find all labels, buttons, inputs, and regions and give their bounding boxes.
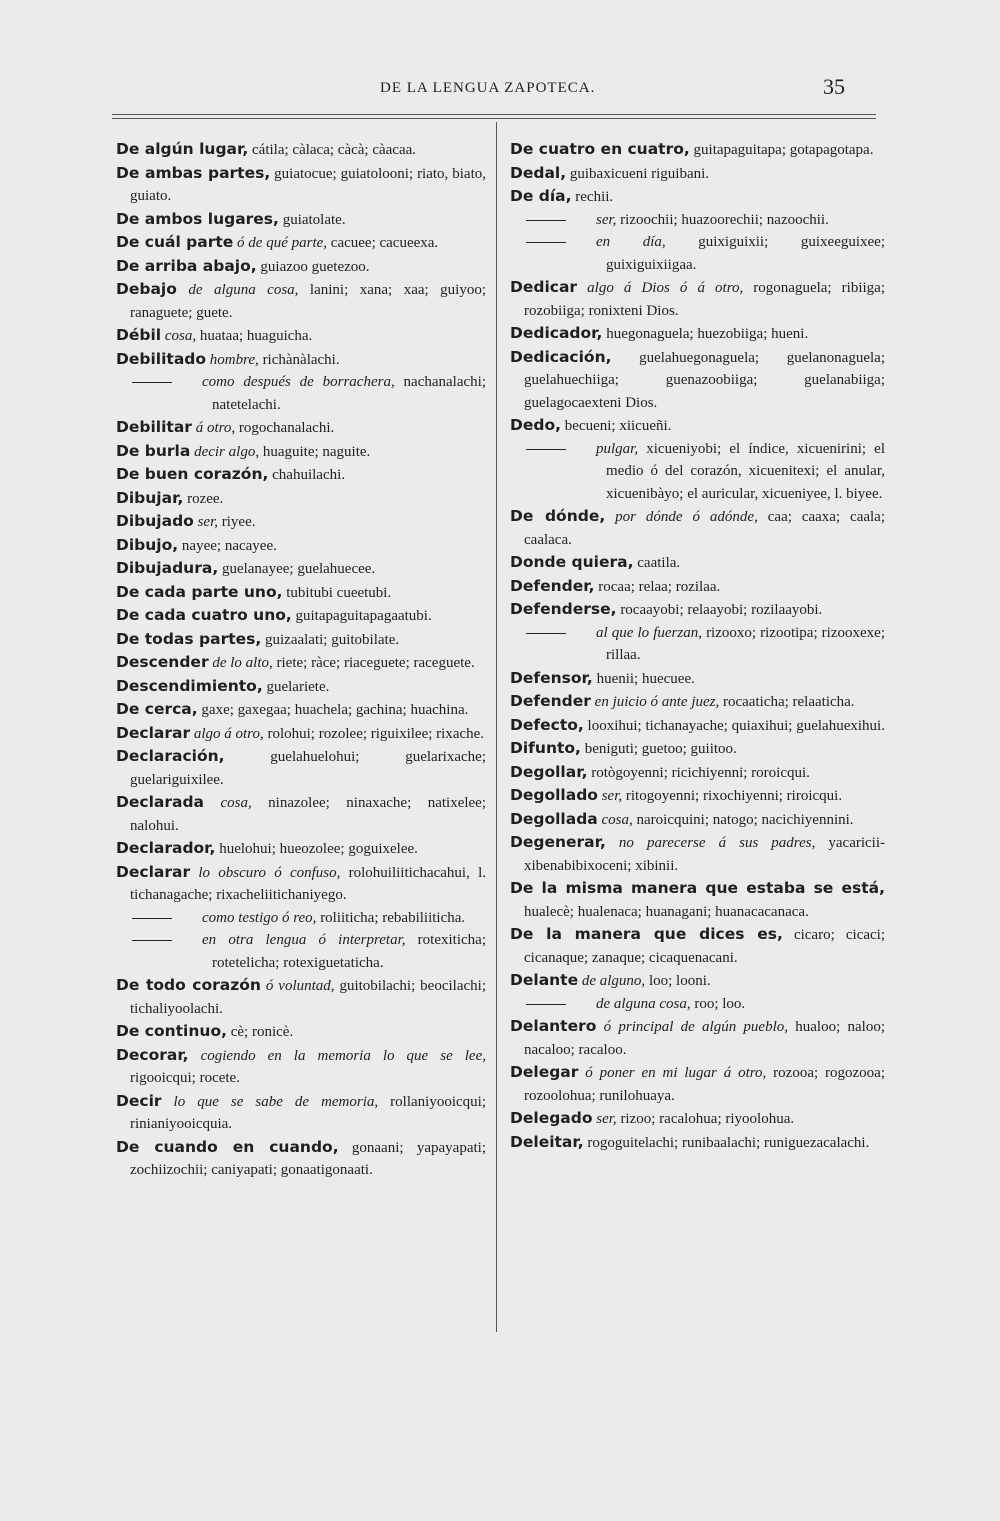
headword: Dibujado	[116, 512, 194, 530]
headword: De ambas partes,	[116, 163, 271, 182]
qualifier: decir algo,	[190, 443, 260, 460]
page-header	[0, 72, 1000, 102]
ditto-dash	[132, 382, 172, 383]
qualifier: lo obscuro ó confuso,	[190, 864, 341, 881]
headword: Defenderse,	[510, 600, 617, 618]
headword: De día,	[510, 187, 572, 205]
qualifier: de lo alto,	[208, 655, 273, 671]
definition: cátila; càlaca; càcà; càacaa.	[248, 142, 417, 158]
dictionary-entry	[116, 440, 486, 464]
dictionary-entry	[510, 714, 885, 738]
qualifier: ser,	[592, 1111, 617, 1127]
definition: cè; ronicè.	[226, 1024, 294, 1040]
dictionary-entry	[116, 837, 486, 861]
headword: Decorar,	[116, 1045, 189, 1064]
definition: ritogoyenni; rixochiyenni; riroicqui.	[622, 788, 843, 804]
definition: guitapaguitapa; gotapagotapa.	[689, 142, 874, 158]
qualifier: hombre,	[206, 351, 259, 368]
headword: Descendimiento,	[116, 676, 263, 695]
definition: guixiguixii; guixeeguixee; guixiguixiigaa.	[606, 234, 885, 273]
definition: rizooxo; rizootipa; rizooxexe; rillaa.	[606, 624, 885, 663]
definition: roo; loo.	[690, 995, 746, 1012]
dictionary-entry	[116, 534, 486, 558]
headword: Deleitar,	[510, 1132, 584, 1151]
definition: nachanalachi; natetelachi.	[212, 374, 486, 413]
qualifier: ó poner en mi lugar á otro,	[578, 1065, 767, 1081]
definition: riete; ràce; riaceguete; raceguete.	[272, 655, 475, 671]
definition: rozee.	[183, 490, 224, 507]
headword: Donde quiera,	[510, 553, 634, 571]
definition: guelanayee; guelahuecee.	[218, 561, 376, 577]
qualifier: en juicio ó ante juez,	[590, 694, 720, 710]
headword: Defecto,	[510, 715, 584, 734]
headword: De algún lugar,	[116, 140, 249, 158]
dictionary-entry	[116, 628, 486, 652]
headword: De cerca,	[116, 700, 198, 718]
definition: guelahuelohui; guelarixache; guelariguixilee.	[130, 749, 486, 788]
right-column	[510, 138, 885, 1154]
definition: rolohuiliitichacahui, l. tichanagache; rixacheliitichaniyego.	[130, 864, 486, 903]
definition: rogochanalachi.	[235, 420, 335, 436]
page-number: 35	[823, 74, 845, 99]
definition: xicueniyobi; el índice, xicuenirini; el medio ó del corazón, xicuenitexi; el anular, xicuenibàyo; el auricular, xicueniyee, l. biyee.	[606, 440, 885, 502]
headword: De cuando en cuando,	[116, 1137, 339, 1156]
qualifier: en día,	[596, 234, 666, 250]
headword: Degenerar,	[510, 833, 606, 851]
dictionary-entry	[510, 761, 885, 785]
headword: Dedicación,	[510, 347, 612, 366]
headword: Defender,	[510, 576, 595, 595]
definition: gaxe; gaxegaa; huachela; gachina; huachina.	[197, 702, 469, 718]
headword: De dónde,	[510, 507, 606, 525]
headword: De la manera que dices es,	[510, 925, 783, 943]
definition: looxihui; tichanayache; quiaxihui; guelahuexihui.	[583, 717, 885, 734]
qualifier: ser,	[596, 211, 617, 228]
headword: Declarar	[116, 862, 191, 881]
definition: rocaaticha; relaaticha.	[719, 694, 855, 710]
headword: Debilitar	[116, 418, 192, 436]
dictionary-entry	[510, 322, 885, 346]
qualifier: algo á otro,	[190, 725, 264, 742]
headword: Degollado	[510, 786, 598, 804]
dictionary-entry	[116, 745, 486, 791]
dictionary-entry	[116, 974, 486, 1020]
dictionary-entry	[510, 831, 885, 877]
headword: De todas partes,	[116, 629, 262, 648]
headword: Dibujo,	[116, 535, 179, 554]
definition: rechii.	[571, 189, 614, 205]
qualifier: cosa,	[161, 328, 197, 344]
dictionary-entry	[510, 808, 885, 832]
headword: Defensor,	[510, 668, 593, 687]
dictionary-entry	[116, 138, 486, 162]
headword: De cuatro en cuatro,	[510, 140, 690, 158]
definition: rizoo; racalohua; riyoolohua.	[616, 1111, 795, 1127]
sub-entry	[510, 231, 885, 276]
sub-entry	[116, 907, 486, 930]
headword: Delegado	[510, 1109, 593, 1127]
headword: Dedicador,	[510, 324, 603, 342]
headword: Dibujadura,	[116, 559, 219, 577]
headword: Dedal,	[510, 163, 567, 182]
dictionary-entry	[510, 877, 885, 923]
dictionary-entry	[116, 231, 486, 255]
ditto-dash	[526, 242, 566, 243]
headword: Descender	[116, 653, 209, 671]
dictionary-entry	[116, 1044, 486, 1090]
definition: rogonaguela; ribiiga; rozobiiga; ronixteni Dios.	[524, 280, 885, 319]
qualifier: en otra lengua ó interpretar,	[202, 932, 406, 948]
definition: rigooicqui; rocete.	[130, 1070, 240, 1086]
definition: chahuilachi.	[268, 467, 346, 483]
definition: guiazoo guetezoo.	[256, 258, 370, 275]
definition: cicaro; cicaci; cicanaque; zanaque; cicaquenacani.	[524, 927, 885, 966]
dictionary-entry	[510, 551, 885, 575]
definition: caa; caaxa; caala; caalaca.	[524, 509, 885, 548]
definition: guiatolate.	[278, 211, 346, 228]
headword: Débil	[116, 326, 162, 344]
headword: Degollada	[510, 809, 598, 828]
qualifier: ó principal de algún pueblo,	[596, 1019, 789, 1035]
headword: De cada cuatro uno,	[116, 606, 292, 624]
dictionary-entry	[116, 162, 486, 208]
ditto-dash	[132, 940, 172, 941]
definition: guizaalati; guitobilate.	[261, 631, 400, 648]
dictionary-entry	[510, 185, 885, 209]
dictionary-entry	[510, 162, 885, 186]
headword: De cuál parte	[116, 233, 234, 251]
definition: guibaxicueni riguibani.	[566, 165, 710, 182]
headword: De la misma manera que estaba se está,	[510, 879, 885, 897]
qualifier: cogiendo en la memoria lo que se lee,	[188, 1047, 486, 1064]
dictionary-entry	[116, 581, 486, 605]
headword: De todo corazón	[116, 976, 261, 994]
dictionary-entry	[510, 667, 885, 691]
headword: Dedo,	[510, 416, 562, 434]
dictionary-entry	[116, 722, 486, 746]
running-head: DE LA LENGUA ZAPOTECA.	[380, 80, 596, 96]
qualifier: por dónde ó adónde,	[605, 509, 758, 525]
headword: De ambos lugares,	[116, 209, 279, 228]
sub-entry	[510, 622, 885, 667]
definition: lanini; xana; xaa; guiyoo; ranaguete; guete.	[130, 282, 486, 321]
definition: naroicquini; natogo; nacichiyennini.	[632, 811, 854, 828]
qualifier: ser,	[193, 514, 218, 530]
dictionary-entry	[510, 1131, 885, 1155]
headword: Defender	[510, 692, 591, 710]
headword: De cada parte uno,	[116, 582, 283, 601]
headword: Delante	[510, 971, 579, 989]
headword: Delegar	[510, 1063, 579, 1081]
qualifier: de alguna cosa,	[596, 995, 691, 1012]
dictionary-entry	[510, 276, 885, 322]
dictionary-entry	[510, 690, 885, 714]
sub-entry	[116, 371, 486, 416]
qualifier: como después de borrachera,	[202, 374, 395, 390]
dictionary-entry	[116, 698, 486, 722]
qualifier: no parecerse á sus padres,	[605, 835, 816, 851]
sub-entry	[116, 929, 486, 974]
headword: Debajo	[116, 280, 177, 298]
headword: Debilitado	[116, 349, 207, 368]
dictionary-entry	[510, 414, 885, 438]
definition: becueni; xiicueñi.	[561, 418, 672, 434]
dictionary-entry	[116, 487, 486, 511]
dictionary-entry	[510, 1015, 885, 1061]
dictionary-entry	[116, 791, 486, 837]
dictionary-entry	[510, 969, 885, 993]
ditto-dash	[526, 1004, 566, 1005]
sub-entry	[510, 209, 885, 232]
definition: nayee; nacayee.	[178, 537, 277, 554]
definition: yacaricii-xibenabibixoceni; xibinii.	[524, 835, 885, 874]
headword: Declaración,	[116, 747, 225, 765]
headword: Declarador,	[116, 839, 216, 857]
definition: rogoguitelachi; runibaalachi; runiguezacalachi.	[583, 1134, 870, 1151]
headword: Dedicar	[510, 278, 578, 296]
definition: huataa; huaguicha.	[196, 328, 313, 344]
headword: Declarada	[116, 793, 204, 811]
ditto-dash	[526, 633, 566, 634]
left-column	[116, 138, 486, 1182]
dictionary-entry	[510, 923, 885, 969]
dictionary-entry	[510, 1061, 885, 1107]
definition: hualoo; naloo; nacaloo; racaloo.	[524, 1019, 885, 1058]
qualifier: cosa,	[204, 795, 252, 811]
dictionary-entry	[116, 416, 486, 440]
headword: Delantero	[510, 1017, 597, 1035]
definition: cacuee; cacueexa.	[327, 235, 439, 251]
dictionary-entry	[510, 505, 885, 551]
qualifier: cosa,	[597, 811, 633, 828]
qualifier: de alguna cosa,	[176, 282, 299, 298]
definition: richànàlachi.	[258, 351, 340, 368]
dictionary-entry	[510, 575, 885, 599]
definition: guelariete.	[262, 678, 330, 695]
dictionary-entry	[116, 255, 486, 279]
definition: huegonaguela; huezobiiga; hueni.	[602, 326, 809, 342]
definition: caatila.	[633, 555, 681, 571]
headword: Decir	[116, 1091, 162, 1110]
definition: rollaniyooicqui; rinianiyooicquia.	[130, 1093, 486, 1132]
definition: riyee.	[218, 514, 256, 530]
ditto-dash	[526, 220, 566, 221]
qualifier: al que lo fuerzan,	[596, 624, 702, 641]
headword: Degollar,	[510, 762, 588, 781]
definition: rotògoyenni; ricichiyenni; roroicqui.	[587, 764, 810, 781]
header-rule-bottom	[112, 118, 876, 119]
ditto-dash	[526, 449, 566, 450]
headword: Dibujar,	[116, 488, 184, 507]
dictionary-entry	[116, 861, 486, 907]
dictionary-entry	[510, 737, 885, 761]
definition: guiatocue; guiatolooni; riato, biato, guiato.	[130, 165, 487, 204]
definition: rizoochii; huazoorechii; nazoochii.	[616, 211, 829, 228]
definition: guitapaguitapagaatubi.	[291, 608, 432, 624]
definition: rotexiticha; rotetelicha; rotexiguetaticha.	[212, 932, 486, 971]
dictionary-entry	[510, 1107, 885, 1131]
dictionary-entry	[116, 278, 486, 324]
dictionary-entry	[116, 651, 486, 675]
definition: rolohui; rozolee; riguixilee; rixache.	[263, 725, 485, 742]
headword: De continuo,	[116, 1022, 227, 1040]
definition: huaguite; naguite.	[259, 443, 371, 460]
qualifier: algo á Dios ó á otro,	[577, 280, 744, 296]
dictionary-entry	[116, 510, 486, 534]
definition: hualecè; hualenaca; huanagani; huanacacanaca.	[524, 903, 809, 920]
dictionary-entry	[116, 1020, 486, 1044]
ditto-dash	[132, 918, 172, 919]
definition: rocaayobi; relaayobi; rozilaayobi.	[616, 602, 823, 618]
definition: gonaani; yapayapati; zochiizochii; caniyapati; gonaatigonaati.	[130, 1139, 486, 1178]
headword: De arriba abajo,	[116, 256, 257, 275]
dictionary-entry	[116, 675, 486, 699]
sub-entry	[510, 438, 885, 506]
definition: loo; looni.	[645, 973, 711, 989]
dictionary-entry	[116, 324, 486, 348]
dictionary-entry	[116, 348, 486, 372]
sub-entry	[510, 993, 885, 1016]
header-rule-top	[112, 114, 876, 115]
dictionary-entry	[116, 557, 486, 581]
qualifier: como testigo ó reo,	[202, 909, 317, 926]
headword: De burla	[116, 441, 191, 460]
dictionary-entry	[510, 598, 885, 622]
definition: huelohui; hueozolee; goguixelee.	[215, 841, 418, 857]
dictionary-entry	[510, 346, 885, 415]
dictionary-entry	[116, 463, 486, 487]
qualifier: ó voluntad,	[260, 978, 335, 994]
definition: beniguti; guetoo; guiitoo.	[580, 741, 737, 757]
definition: guelahuegonaguela; guelanonaguela; guelahuechiiga; guenazoobiiga; guelanabiiga; guelagocaexteni Dios.	[524, 349, 885, 411]
definition: guitobilachi; beocilachi; tichaliyoolachi.	[130, 978, 486, 1017]
qualifier: ser,	[597, 788, 623, 804]
definition: huenii; huecuee.	[592, 670, 695, 687]
dictionary-entry	[116, 1136, 486, 1182]
definition: rozooa; rogozooa; rozoolohua; runilohuaya.	[524, 1065, 885, 1104]
dictionary-entry	[116, 604, 486, 628]
headword: Declarar	[116, 723, 191, 742]
dictionary-entry	[510, 784, 885, 808]
qualifier: de alguno,	[578, 973, 646, 989]
definition: rocaa; relaa; rozilaa.	[594, 578, 721, 595]
qualifier: á otro,	[191, 420, 236, 436]
definition: roliiticha; rebabiliiticha.	[316, 909, 466, 926]
definition: tubitubi cueetubi.	[282, 584, 392, 601]
dictionary-entry	[510, 138, 885, 162]
headword: Difunto,	[510, 739, 581, 757]
column-divider	[496, 122, 497, 1332]
headword: De buen corazón,	[116, 465, 269, 483]
dictionary-entry	[116, 208, 486, 232]
qualifier: lo que se sabe de memoria,	[161, 1093, 379, 1110]
definition: ninazolee; ninaxache; natixelee; nalohui.	[130, 795, 487, 834]
qualifier: ó de qué parte,	[233, 235, 328, 251]
qualifier: pulgar,	[596, 440, 639, 457]
dictionary-entry	[116, 1090, 486, 1136]
